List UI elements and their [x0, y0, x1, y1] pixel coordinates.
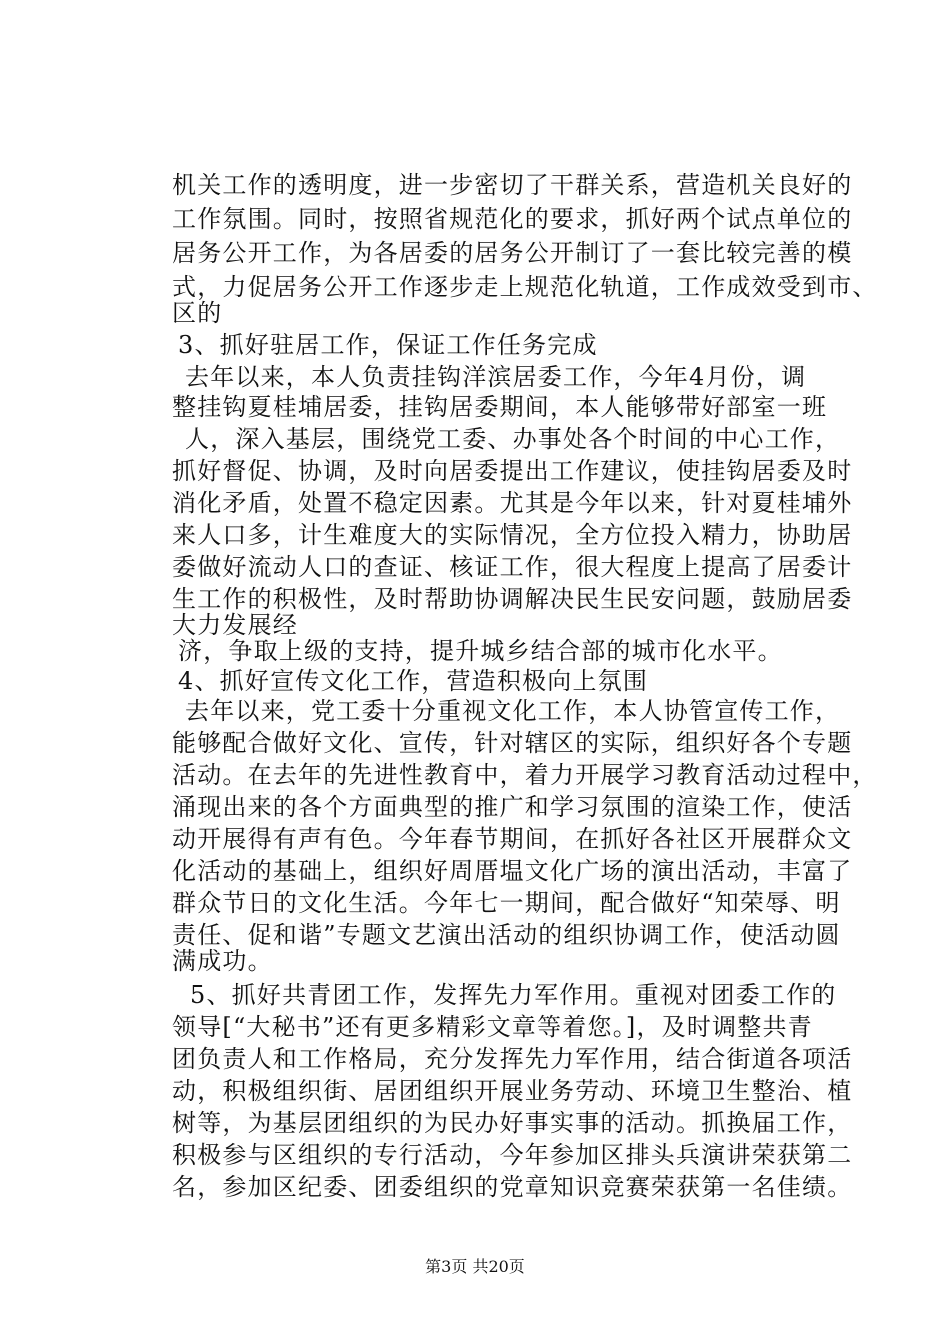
text-line: 式，力促居务公开工作逐步走上规范化轨道，工作成效受到市、: [172, 273, 878, 301]
text-line: 动，积极组织街、居团组织开展业务劳动、环境卫生整治、植: [172, 1077, 853, 1105]
text-line: 名，参加区纪委、团委组织的党章知识竞赛荣获第一名佳绩。: [172, 1173, 853, 1201]
section-heading: 4、抓好宣传文化工作，营造积极向上氛围: [178, 667, 649, 695]
text-line: 区的: [172, 299, 223, 327]
text-line: 责任、促和谐”专题文艺演出活动的组织协调工作，使活动圆: [172, 921, 841, 949]
text-line: 领导[“大秘书”还有更多精彩文章等着您。]，及时调整共青: [172, 1013, 813, 1041]
text-line: 机关工作的透明度，进一步密切了干群关系，营造机关良好的: [172, 171, 853, 199]
text-line: 满成功。: [172, 947, 273, 975]
text-line: 去年以来，党工委十分重视文化工作，本人协管宣传工作，: [185, 697, 841, 725]
section-heading: 5、抓好共青团工作，发挥先力军作用。重视对团委工作的: [190, 981, 837, 1009]
text-line: 整挂钩夏桂埔居委，挂钩居委期间，本人能够带好部室一班: [172, 393, 828, 421]
text-line: 居务公开工作，为各居委的居务公开制订了一套比较完善的模: [172, 239, 853, 267]
text-line: 团负责人和工作格局，充分发挥先力军作用，结合街道各项活: [172, 1045, 853, 1073]
text-line: 消化矛盾，处置不稳定因素。尤其是今年以来，针对夏桂埔外: [172, 489, 853, 517]
text-line: 去年以来，本人负责挂钩洋滨居委工作，今年4月份，调: [185, 363, 807, 391]
text-line: 树等，为基层团组织的为民办好事实事的活动。抓换届工作，: [172, 1109, 853, 1137]
text-line: 活动。在去年的先进性教育中，着力开展学习教育活动过程中，: [172, 761, 878, 789]
text-line: 委做好流动人口的查证、核证工作，很大程度上提高了居委计: [172, 553, 853, 581]
text-line: 抓好督促、协调，及时向居委提出工作建议，使挂钩居委及时: [172, 457, 853, 485]
text-line: 动开展得有声有色。今年春节期间，在抓好各社区开展群众文: [172, 825, 853, 853]
text-line: 化活动的基础上，组织好周厝塭文化广场的演出活动，丰富了: [172, 857, 853, 885]
text-line: 济，争取上级的支持，提升城乡结合部的城市化水平。: [178, 637, 783, 665]
text-line: 群众节日的文化生活。今年七一期间，配合做好“知荣辱、明: [172, 889, 841, 917]
page-number: 第3页 共20页: [425, 1257, 525, 1276]
text-line: 生工作的积极性，及时帮助协调解决民生民安问题，鼓励居委: [172, 585, 853, 613]
text-line: 人，深入基层，围绕党工委、办事处各个时间的中心工作，: [185, 425, 841, 453]
text-line: 积极参与区组织的专行活动，今年参加区排头兵演讲荣获第二: [172, 1141, 853, 1169]
text-line: 大力发展经: [172, 611, 298, 639]
section-heading: 3、抓好驻居工作，保证工作任务完成: [178, 331, 598, 359]
text-line: 来人口多，计生难度大的实际情况，全方位投入精力，协助居: [172, 521, 853, 549]
text-line: 工作氛围。同时，按照省规范化的要求，抓好两个试点单位的: [172, 205, 853, 233]
text-line: 能够配合做好文化、宣传，针对辖区的实际，组织好各个专题: [172, 729, 853, 757]
text-line: 涌现出来的各个方面典型的推广和学习氛围的渲染工作，使活: [172, 793, 853, 821]
